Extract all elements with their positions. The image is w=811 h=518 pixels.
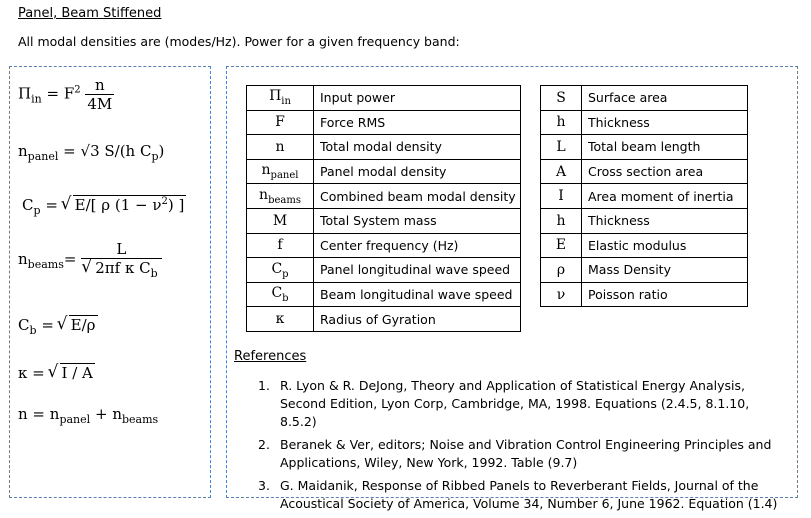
table-row bbox=[247, 86, 521, 111]
symbol-cell: κ bbox=[247, 307, 314, 332]
equation-beam-modal-density: $n_{beams}=$ L √ 2πf κ $C_b$ bbox=[18, 240, 162, 280]
symbol-cell: ν bbox=[541, 282, 582, 307]
table-row bbox=[541, 110, 748, 135]
table-row bbox=[247, 258, 521, 283]
symbol-table-right bbox=[540, 85, 748, 307]
symbol-table-left bbox=[246, 85, 521, 332]
symbol-cell: ρ bbox=[541, 258, 582, 283]
symbol-cell: L bbox=[541, 135, 582, 160]
symbol-cell: n bbox=[247, 135, 314, 160]
table-row bbox=[541, 135, 748, 160]
reference-item bbox=[258, 377, 788, 431]
symbol-cell: F bbox=[247, 110, 314, 135]
reference-number: 3. bbox=[258, 478, 270, 493]
description-cell: Thickness bbox=[582, 208, 748, 233]
reference-number: 2. bbox=[258, 437, 270, 452]
references-heading: References bbox=[234, 349, 307, 364]
symbol-cell: f bbox=[247, 233, 314, 258]
equations-panel bbox=[9, 66, 211, 498]
references-list bbox=[258, 377, 788, 518]
reference-item bbox=[258, 477, 788, 513]
symbol-cell: A bbox=[541, 159, 582, 184]
table-row bbox=[541, 184, 748, 209]
table-row bbox=[541, 258, 748, 283]
table-row bbox=[247, 135, 521, 160]
symbol-cell: $C_p$ bbox=[247, 258, 314, 283]
table-row bbox=[541, 86, 748, 111]
reference-item bbox=[258, 436, 788, 472]
description-cell: Total System mass bbox=[314, 208, 521, 233]
symbol-cell: $C_b$ bbox=[247, 282, 314, 307]
description-cell: Beam longitudinal wave speed bbox=[314, 282, 521, 307]
symbol-cell: E bbox=[541, 233, 582, 258]
description-cell: Radius of Gyration bbox=[314, 307, 521, 332]
reference-number: 1. bbox=[258, 378, 270, 393]
table-row bbox=[247, 233, 521, 258]
description-cell: Panel longitudinal wave speed bbox=[314, 258, 521, 283]
symbol-cell: $\Pi_{in}$ bbox=[247, 86, 314, 111]
equation-input-power: $\Pi_{in} = F^2$ $\frac{n}{4M}$ bbox=[18, 76, 113, 113]
equation-panel-modal-density: $n_{panel} = √3$ S/(h $C_p$) bbox=[18, 142, 165, 163]
symbol-cell: I bbox=[541, 184, 582, 209]
table-row bbox=[247, 159, 521, 184]
page-title: Panel, Beam Stiffened bbox=[18, 6, 162, 21]
table-row bbox=[541, 233, 748, 258]
description-cell: Force RMS bbox=[314, 110, 521, 135]
symbol-cell: S bbox=[541, 86, 582, 111]
page-subtitle: All modal densities are (modes/Hz). Power for a given frequency band: bbox=[18, 34, 460, 49]
description-cell: Poisson ratio bbox=[582, 282, 748, 307]
table-row bbox=[541, 282, 748, 307]
reference-text: R. Lyon & R. DeJong, Theory and Application of Statistical Energy Analysis, Second Edition, Lyon Corp, Cambridge, MA, 1998. Equations (2.4.5, 8.1.10, 8.5.2) bbox=[280, 378, 750, 429]
table-row bbox=[247, 282, 521, 307]
table-row bbox=[247, 208, 521, 233]
description-cell: Center frequency (Hz) bbox=[314, 233, 521, 258]
equation-total-modal-density: $n = n_{panel} + n_{beams}$ bbox=[18, 405, 159, 426]
table-row bbox=[541, 159, 748, 184]
symbol-cell: M bbox=[247, 208, 314, 233]
description-cell: Surface area bbox=[582, 86, 748, 111]
equation-radius-of-gyration: κ = √ I / A bbox=[18, 364, 95, 382]
description-cell: Elastic modulus bbox=[582, 233, 748, 258]
reference-text: G. Maidanik, Response of Ribbed Panels to Reverberant Fields, Journal of the Acoustical Society of America, Volume 34, Number 6, June 1962. Equation (1.4) bbox=[280, 478, 778, 511]
description-cell: Combined beam modal density bbox=[314, 184, 521, 209]
table-row bbox=[247, 110, 521, 135]
equation-beam-wave-speed: $C_b$ = √ E/ρ bbox=[18, 316, 98, 337]
table-row bbox=[247, 307, 521, 332]
description-cell: Thickness bbox=[582, 110, 748, 135]
description-cell: Area moment of inertia bbox=[582, 184, 748, 209]
description-cell: Input power bbox=[314, 86, 521, 111]
symbol-cell: $n_{panel}$ bbox=[247, 159, 314, 184]
symbol-cell: $n_{beams}$ bbox=[247, 184, 314, 209]
description-cell: Mass Density bbox=[582, 258, 748, 283]
reference-text: Beranek & Ver, editors; Noise and Vibration Control Engineering Principles and Applications, Wiley, New York, 1992. Table (9.7) bbox=[280, 437, 772, 470]
description-cell: Panel modal density bbox=[314, 159, 521, 184]
description-cell: Total modal density bbox=[314, 135, 521, 160]
description-cell: Total beam length bbox=[582, 135, 748, 160]
description-cell: Cross section area bbox=[582, 159, 748, 184]
symbol-cell: h bbox=[541, 110, 582, 135]
equation-panel-wave-speed: $C_p$ = √ E/[ ρ $(1 - \nu^2)$ ] bbox=[22, 196, 186, 217]
symbol-cell: h bbox=[541, 208, 582, 233]
table-row bbox=[541, 208, 748, 233]
table-row bbox=[247, 184, 521, 209]
